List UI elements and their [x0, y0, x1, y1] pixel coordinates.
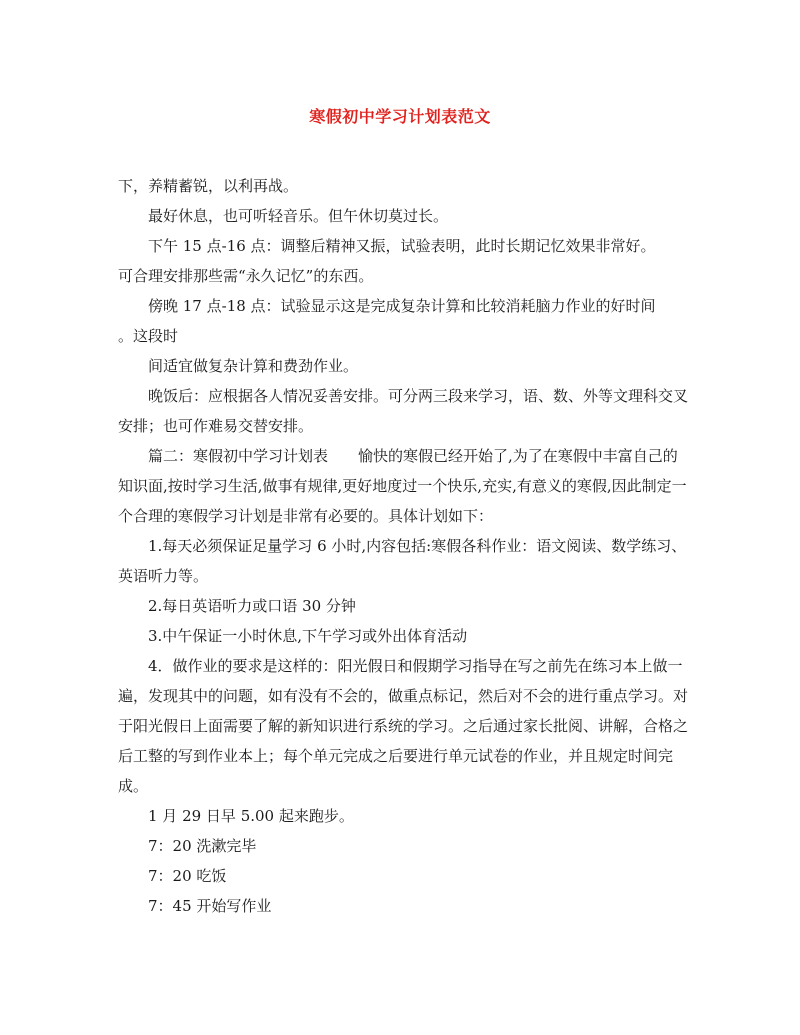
paragraph: 。这段时 [118, 327, 179, 345]
schedule-item: 7：20 洗漱完毕 [148, 837, 257, 855]
paragraph: 下，养精蓄锐，以利再战。 [118, 177, 299, 195]
paragraph: 傍晚 17 点-18 点：试验显示这是完成复杂计算和比较消耗脑力作业的好时间 [148, 297, 656, 315]
schedule-item: 1 月 29 日早 5.00 起来跑步。 [148, 807, 354, 825]
schedule-item: 7：20 吃饭 [148, 867, 227, 885]
list-item: 1.每天必须保证足量学习 6 小时,内容包括:寒假各科作业：语文阅读、数学练习、英语听力等。 [118, 537, 687, 585]
paragraph: 晚饭后：应根据各人情况妥善安排。可分两三段来学习，语、数、外等文理科交叉安排；也可作难易交替安排。 [118, 387, 689, 435]
document-title: 寒假初中学习计划表范文 [309, 107, 491, 126]
document-body [118, 171, 688, 921]
paragraph: 最好休息，也可听轻音乐。但午休切莫过长。 [148, 207, 449, 225]
paragraph: 下午 15 点-16 点：调整后精神又振，试验表明，此时长期记忆效果非常好。 [148, 237, 656, 255]
paragraph: 间适宜做复杂计算和费劲作业。 [148, 357, 359, 375]
paragraph: 篇二：寒假初中学习计划表 愉快的寒假已经开始了,为了在寒假中丰富自己的知识面,按时学习生活,做事有规律,更好地度过一个快乐,充实,有意义的寒假,因此制定一个合理的寒假学习计划是非常有必要的。具体计划如下： [118, 447, 687, 525]
list-item: 4．做作业的要求是这样的：阳光假日和假期学习指导在写之前先在练习本上做一遍，发现其中的问题，如有没有不会的，做重点标记，然后对不会的进行重点学习。对于阳光假日上面需要了解的新知识进行系统的学习。之后通过家长批阅、讲解，合格之后工整的写到作业本上；每个单元完成之后要进行单元试卷的作业，并且规定时间完成。 [118, 657, 689, 795]
paragraph: 可合理安排那些需“永久记忆”的东西。 [118, 267, 374, 285]
list-item: 3.中午保证一小时休息,下午学习或外出体育活动 [148, 627, 468, 645]
list-item: 2.每日英语听力或口语 30 分钟 [148, 597, 356, 615]
schedule-item: 7：45 开始写作业 [148, 897, 272, 915]
